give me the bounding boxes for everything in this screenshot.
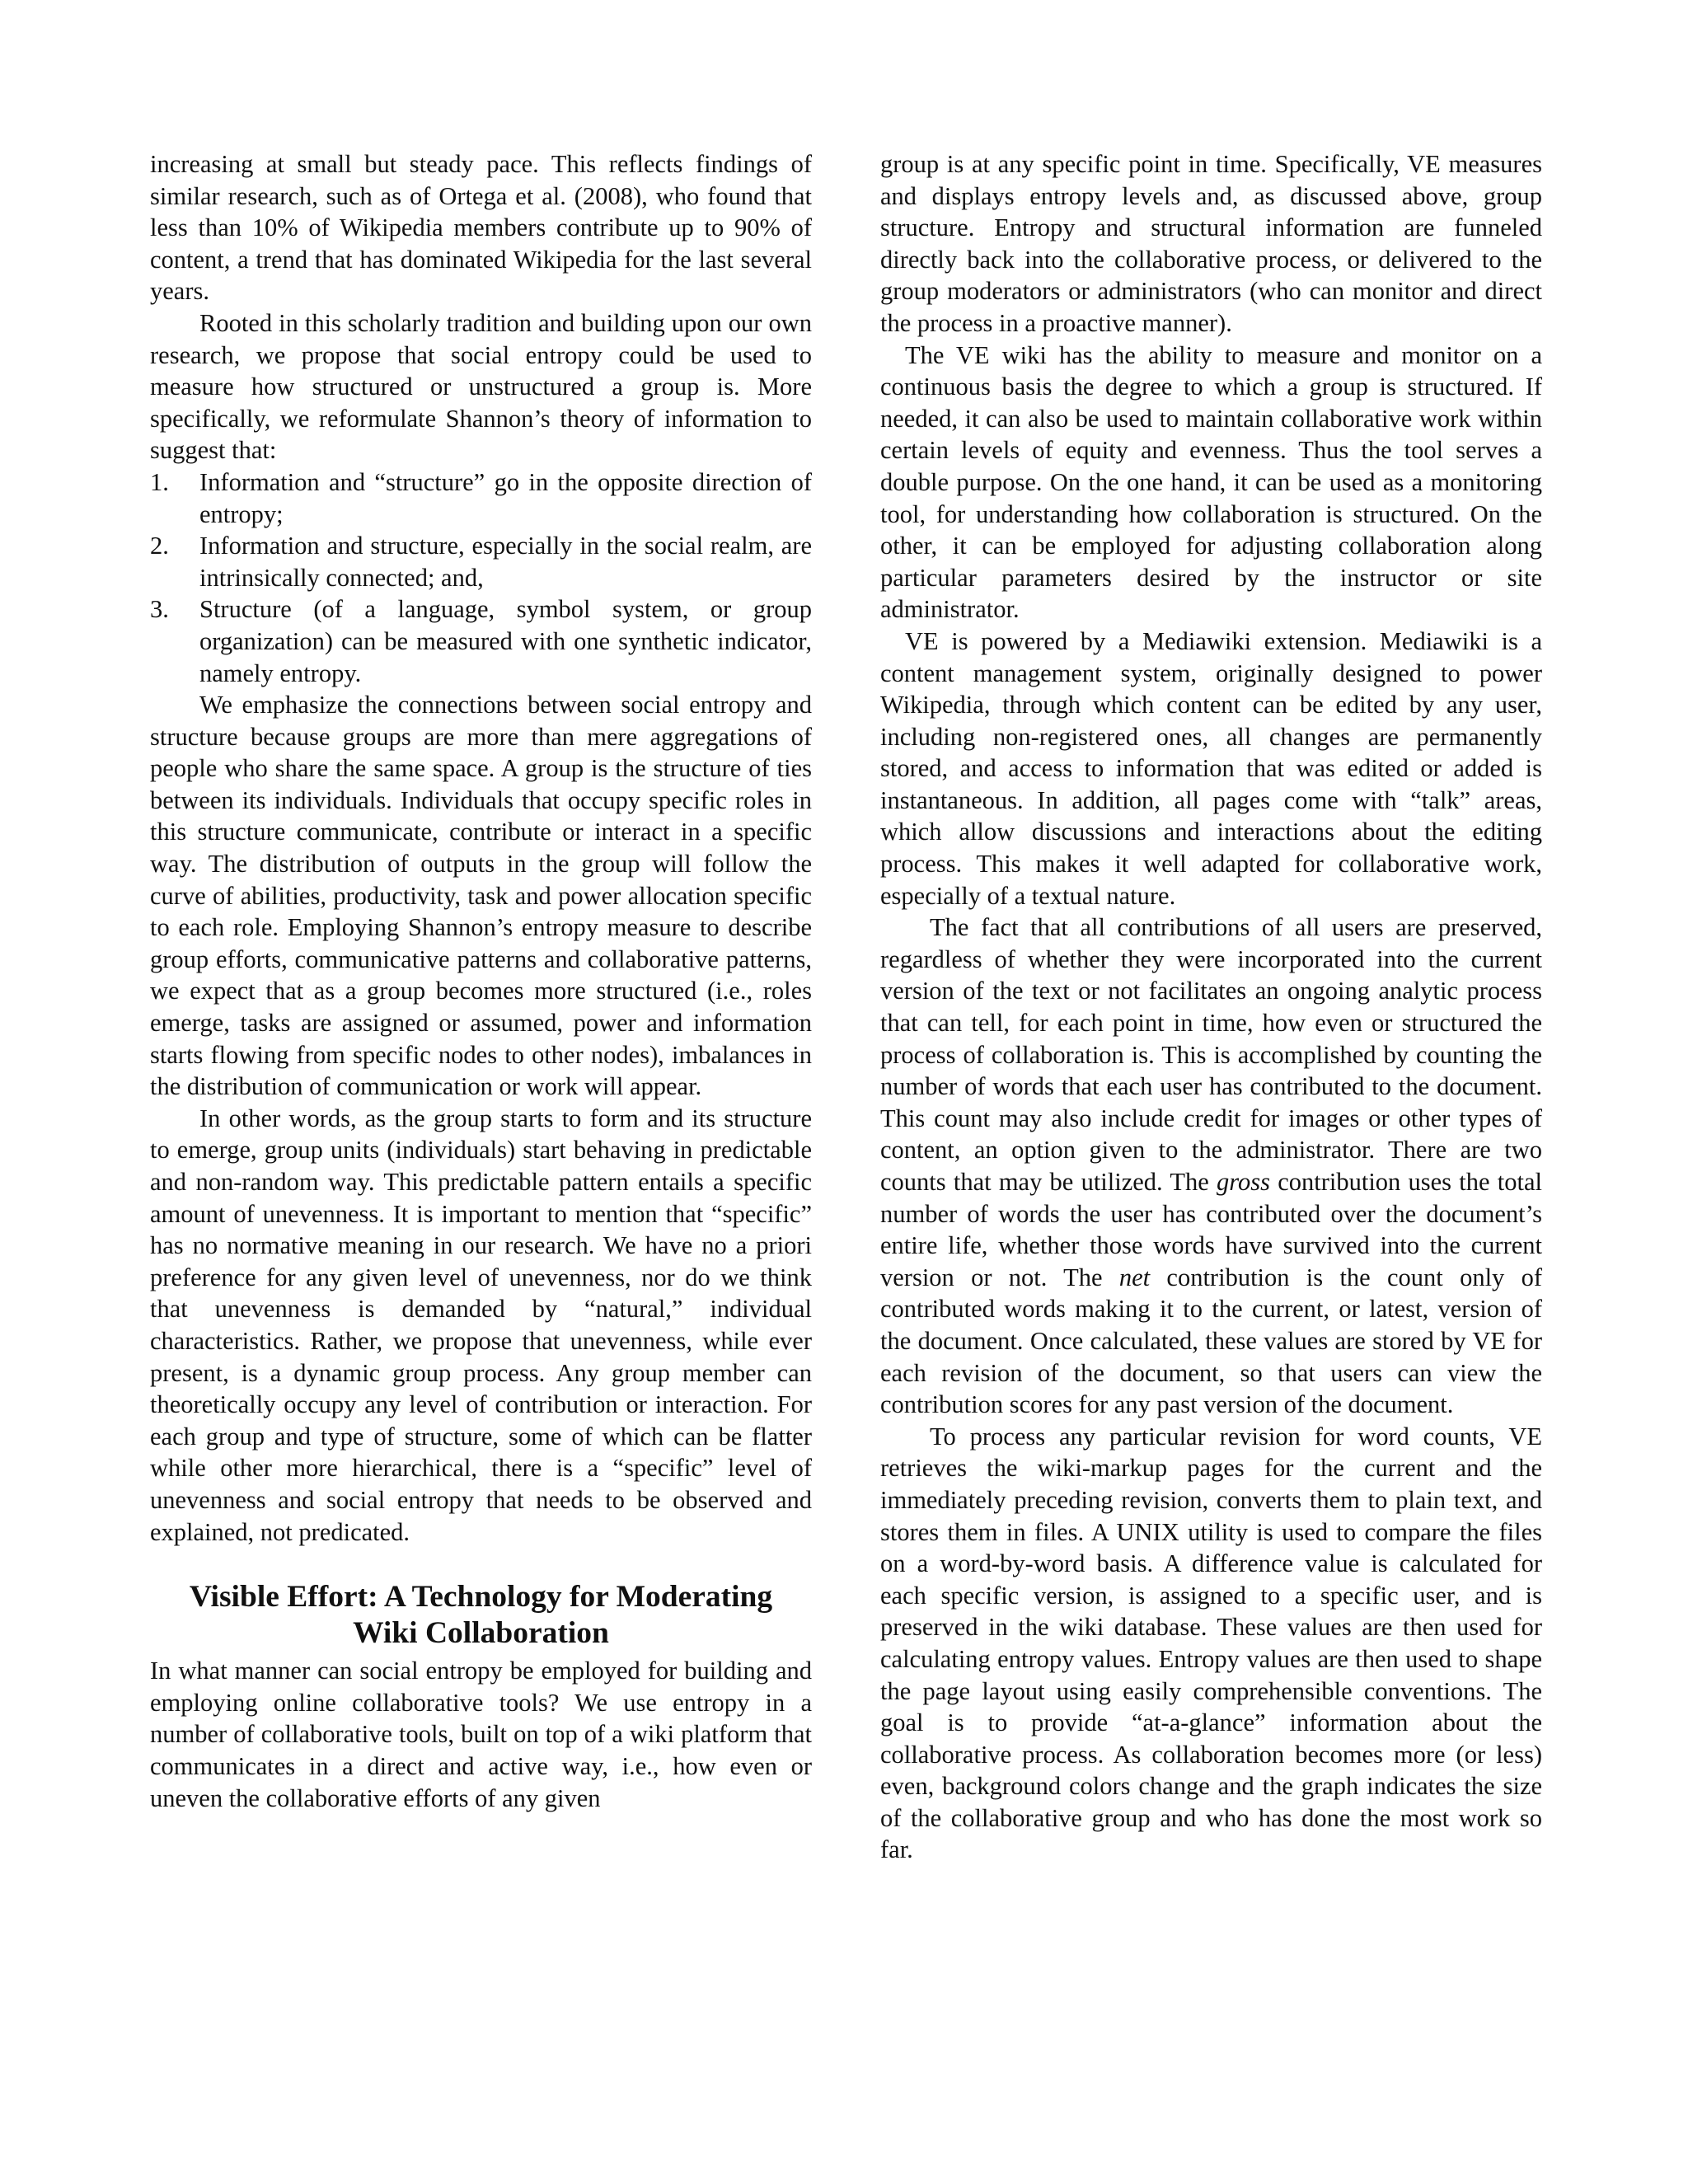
paragraph: In what manner can social entropy be employed for building and employing online collaborative tools? We use entropy in a number of collaborative tools, built on top of a wiki platform that communicates in a direct and active way, i.e., how even or uneven the collaborative efforts of any given [150, 1657, 812, 1812]
section-heading-line: Wiki Collaboration [353, 1616, 609, 1651]
list-item-text: Information and “structure” go in the opposite direction of entropy; [199, 467, 812, 528]
paragraph: To process any particular revision for word counts, VE retrieves the wiki-markup pages for the current and the immediately preceding revision, converts them to plain text, and stores them in files. A UNIX utility is used to compare the files on a word-by-word basis. A difference value is calculated for each specific version, is assigned to a specific user, and is preserved in the wiki database. These values are then used for calculating entropy values. Entropy values are then used to shape the page layout using easily comprehensible conventions. The goal is to provide “at-a-glance” information about the collaborative process. As collaboration becomes more (or less) even, background colors change and the graph indicates the size of the collaborative group and who has done the most work so far. [880, 1422, 1542, 1864]
paragraph: We emphasize the connections between social entropy and structure because groups are more than mere aggregations of people who share the same space. A group is the structure of ties between its individuals. Individuals that occupy specific roles in this structure communicate, contribute or interact in a specific way. The distribution of outputs in the group will follow the curve of abilities, productivity, task and power allocation specific to each role. Employing Shannon’s entropy measure to describe group efforts, communicative patterns and collaborative patterns, we expect that as a group becomes more structured (i.e., roles emerge, tasks are assigned or assumed, power and information starts flowing from specific nodes to other nodes), imbalances in the distribution of communication or work will appear. [150, 691, 812, 1101]
left-column [150, 148, 812, 1814]
list-item [150, 530, 812, 593]
paragraph: In other words, as the group starts to form and its structure to emerge, group units (individuals) start behaving in predictable and non-random way. This predictable pattern entails a specific amount of unevenness. It is important to mention that “specific” has no normative meaning in our research. We have no a priori preference for any given level of unevenness, nor do we think that unevenness is demanded by “natural,” individual characteristics. Rather, we propose that unevenness, while ever present, is a dynamic group process. Any group member can theoretically occupy any level of contribution or interaction. For each group and type of structure, some of which can be flatter while other more hierarchical, there is a “specific” level of unevenness and social entropy that needs to be observed and explained, not predicated. [150, 1104, 812, 1546]
list-number: 3. [150, 595, 169, 624]
list-number: 1. [150, 467, 169, 496]
right-column [880, 148, 1542, 1866]
text-run: contribution is the count only of contributed words making it to the current, or latest, version of the document. Once calculated, these values are stored by VE for each revision of the document, so that users can view the contribution scores for any past version of the document. [880, 1263, 1542, 1419]
emphasis-gross: gross [1217, 1168, 1270, 1196]
numbered-list [150, 466, 812, 689]
section-heading [150, 1579, 812, 1652]
emphasis-net: net [1118, 1263, 1151, 1291]
list-item [150, 466, 812, 530]
paragraph: group is at any specific point in time. Specifically, VE measures and displays entropy levels and, as discussed above, group structure. Entropy and structural information are funneled directly back into the collaborative process, or delivered to the group moderators or administrators (who can monitor and direct the process in a proactive manner). [880, 150, 1542, 337]
paragraph: Rooted in this scholarly tradition and building upon our own research, we propose that social entropy could be used to measure how structured or unstructured a group is. More specifically, we reformulate Shannon’s theory of information to suggest that: [150, 308, 812, 465]
text-run: The fact that all contributions of all users are preserved, regardless of whether they were incorporated into the current version of the text or not facilitates an ongoing analytic process that can tell, for each point in time, how even or structured the process of collaboration is. This is accomplished by counting the number of words that each user has contributed to the document. This count may also include credit for images or other types of content, an option given to the administrator. There are two counts that may be utilized. The [880, 913, 1542, 1196]
list-item-text: Structure (of a language, symbol system, or group organization) can be measured with one synthetic indicator, namely entropy. [199, 595, 812, 687]
section-heading-line: Visible Effort: A Technology for Moderating [189, 1580, 773, 1615]
paragraph [880, 912, 1542, 1421]
paragraph: VE is powered by a Mediawiki extension. Mediawiki is a content management system, originally designed to power Wikipedia, through which content can be edited by any user, including non-registered ones, all changes are permanently stored, and access to information that was edited or added is instantaneous. In addition, all pages come with “talk” areas, which allow discussions and interactions about the editing process. This makes it well adapted for collaborative work, especially of a textual nature. [880, 626, 1542, 910]
text-run: contribution uses the total number of words the user has contributed over the document’s entire life, whether those words have survived into the current version or not. The [880, 1168, 1542, 1291]
list-number: 2. [150, 532, 169, 560]
list-item-text: Information and structure, especially in the social realm, are intrinsically connected; and, [199, 532, 812, 592]
paragraph: increasing at small but steady pace. This reflects findings of similar research, such as of Ortega et al. (2008), who found that less than 10% of Wikipedia members contribute up to 90% of content, a trend that has dominated Wikipedia for the last several years. [150, 150, 812, 306]
paragraph: The VE wiki has the ability to measure and monitor on a continuous basis the degree to which a group is structured. If needed, it can also be used to maintain collaborative work within certain levels of equity and evenness. Thus the tool serves a double purpose. On the one hand, it can be used as a monitoring tool, for understanding how collaboration is structured. On the other, it can be employed for adjusting collaboration along particular parameters desired by the instructor or site administrator. [880, 340, 1542, 624]
list-item [150, 593, 812, 689]
